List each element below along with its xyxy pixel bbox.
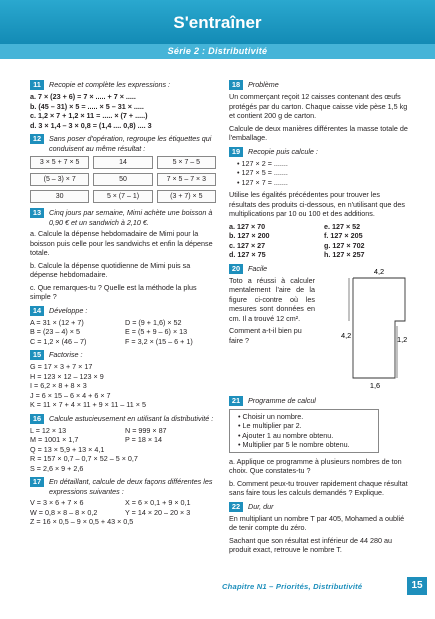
label-grid <box>30 156 216 203</box>
paragraph: Sachant que son résultat est inférieur de 44 280 au produit exact, retrouve le nombre T. <box>229 535 393 554</box>
exercise-instruction: Recopie et complète les expressions : <box>49 80 171 89</box>
expression: b. 127 × 200 <box>229 231 270 240</box>
label-box: (3 + 7) × 5 <box>157 190 216 203</box>
exercise-instruction: Facile <box>248 263 268 273</box>
expression: h. 127 × 257 <box>324 250 365 259</box>
expression: J = 6 × 15 – 6 × 4 + 6 × 7 <box>30 390 111 400</box>
expression: G = 17 × 3 + 7 × 17 <box>30 362 93 371</box>
expression: M = 1001 × 1,7 <box>30 435 79 444</box>
exercise-15 <box>30 350 216 410</box>
exercise-20 <box>229 264 409 392</box>
expression: N = 999 × 87 <box>125 425 167 435</box>
program-step: • Ajouter 1 au nombre obtenu. <box>238 431 372 441</box>
paragraph: En multipliant un nombre T par 405, Mohamed a oublié de tenir compte du zéro. <box>229 513 405 532</box>
exercise-instruction: Problème <box>248 80 279 89</box>
exercise-instruction: Programme de calcul <box>248 395 316 405</box>
exercise-number: 18 <box>229 80 243 90</box>
exercise-19 <box>229 147 409 260</box>
expression: K = 11 × 7 + 4 × 11 + 9 × 11 – 11 × 5 <box>30 400 146 409</box>
dim-top: 4,2 <box>373 266 385 276</box>
paragraph: Toto a réussi à calculer mentalement l'aire de la figure ci-contre où les mesures sont données en cm. Il a trouvé 12 cm². <box>229 275 315 323</box>
program-step: • Choisir un nombre. <box>238 412 372 422</box>
exercise-number: 12 <box>30 134 44 144</box>
page-number: 15 <box>407 577 427 595</box>
exercise-14 <box>30 306 216 347</box>
chapter-footer: Chapitre N1 – Priorités, Distributivité <box>222 582 363 591</box>
expression: e. 127 × 52 <box>324 221 361 231</box>
label-box: 5 × 7 – 5 <box>157 156 216 169</box>
label-box: 3 × 5 + 7 × 5 <box>30 156 89 169</box>
expression: W = 0,8 × 8 – 8 × 0,2 <box>30 507 98 517</box>
exercise-11 <box>30 80 216 130</box>
paragraph: Un commerçant reçoit 12 caisses contenant des œufs protégés par du carton. Chaque caisse vide pèse 1,5 kg et contient 200 g de carton. <box>229 92 408 120</box>
expression: P = 18 × 14 <box>125 435 163 444</box>
exercise-number: 20 <box>229 264 243 274</box>
exercise-17 <box>30 477 216 527</box>
expression: A = 31 × (12 + 7) <box>30 317 84 327</box>
label-box: 50 <box>93 173 152 186</box>
label-box: 5 × (7 – 1) <box>93 190 152 203</box>
exercise-number: 11 <box>30 80 44 90</box>
expression: X = 6 × 0,1 + 9 × 0,1 <box>125 498 191 507</box>
exercise-number: 22 <box>229 502 243 512</box>
series-subtitle: Série 2 : Distributivité <box>0 44 435 59</box>
dim-left: 4,2 <box>341 330 352 340</box>
list-item: • 127 × 7 = ....... <box>237 178 409 188</box>
expression: Z = 16 × 0,5 – 9 × 0,5 + 43 × 0,5 <box>30 517 134 526</box>
expression: a. 127 × 70 <box>229 221 266 231</box>
paragraph: Utilise les égalités précédentes pour trouver les résultats des produits ci-dessous, en n'utilisant que des multiplications par 10 ou 100 et des additions. <box>229 190 405 218</box>
expression: d. 127 × 75 <box>229 250 266 259</box>
exercise-instruction: Calcule astucieusement en utilisant la distributivité : <box>49 413 214 423</box>
line: b. (45 – 31) × 5 = ..... × 5 – 31 × ..... <box>30 101 144 111</box>
exercise-instruction: Développe : <box>49 305 88 315</box>
question: a. Calcule la dépense hebdomadaire de Mimi pour la boisson puis celle pour les sandwichs et enfin la dépense totale. <box>30 229 213 257</box>
question: a. Applique ce programme à plusieurs nombres de ton choix. Que constates-tu ? <box>229 456 402 475</box>
exercise-number: 14 <box>30 306 44 316</box>
exercise-number: 16 <box>30 414 44 424</box>
expression: c. 127 × 27 <box>229 240 266 250</box>
page-title: S'entraîner <box>0 0 435 44</box>
exercise-instruction: En détaillant, calcule de deux façons différentes les expressions suivantes : <box>49 477 213 496</box>
expression: L = 12 × 13 <box>30 425 67 435</box>
line: c. 1,2 × 7 + 1,2 × 11 = ..... × (7 + .....) <box>30 111 148 120</box>
exercise-16 <box>30 414 216 474</box>
expression: B = (23 – 4) × 5 <box>30 327 80 336</box>
expression: H = 123 × 12 – 123 × 9 <box>30 371 104 381</box>
expression: Y = 14 × 20 – 20 × 3 <box>125 507 191 517</box>
dim-bottom: 1,6 <box>369 380 381 390</box>
label-box: 7 × 5 – 7 × 3 <box>157 173 216 186</box>
expression: I = 6,2 × 8 + 8 × 3 <box>30 381 87 390</box>
program-step: • Multiplier par 5 le nombre obtenu. <box>238 440 372 450</box>
expression: F = 3,2 × (15 – 6 + 1) <box>125 336 193 346</box>
program-step: • Le multiplier par 2. <box>238 421 372 431</box>
left-column <box>30 80 216 531</box>
exercise-13 <box>30 208 216 302</box>
exercise-18 <box>229 80 409 143</box>
exercise-number: 15 <box>30 350 44 360</box>
dim-right: 1,2 <box>397 334 408 344</box>
exercise-instruction: Dur, dur <box>248 501 274 511</box>
right-column <box>229 80 409 559</box>
exercise-number: 13 <box>30 208 44 218</box>
expression: C = 1,2 × (46 – 7) <box>30 336 87 346</box>
exercise-number: 19 <box>229 147 243 157</box>
label-box: (5 – 3) × 7 <box>30 173 89 186</box>
exercise-instruction: Recopie puis calcule : <box>248 146 318 156</box>
list-item: • 127 × 5 = ....... <box>237 168 409 178</box>
line: d. 3 × 1,4 – 3 × 0,8 = (1,4 .... 0,8) .... 3 <box>30 120 152 130</box>
exercise-instruction: Cinq jours par semaine, Mimi achète une boisson à 0,90 € et un sandwich à 2,10 €. <box>49 208 213 227</box>
exercise-instruction: Factorise : <box>49 350 83 359</box>
expression: f. 127 × 205 <box>324 231 363 240</box>
paragraph: Calcule de deux manières différentes la masse totale de l'emballage. <box>229 123 408 142</box>
question: Comment a-t-il bien pu faire ? <box>229 326 302 345</box>
exercise-instruction: Sans poser d'opération, regroupe les étiquettes qui conduisent au même résultat : <box>49 134 212 153</box>
l-shape-figure <box>339 266 411 392</box>
expression: E = (5 + 9 – 6) × 13 <box>125 327 188 336</box>
exercise-number: 17 <box>30 477 44 487</box>
expression: R = 157 × 0,7 – 0,7 × 52 – 5 × 0,7 <box>30 454 138 463</box>
label-box: 14 <box>93 156 152 169</box>
expression: Q = 13 × 5,9 + 13 × 4,1 <box>30 444 105 454</box>
list-item: • 127 × 2 = ....... <box>237 159 409 169</box>
label-box: 30 <box>30 190 89 203</box>
expression: S = 2,6 × 9 + 2,6 <box>30 463 84 473</box>
expression: D = (9 + 1,6) × 52 <box>125 317 182 327</box>
question: c. Que remarques-tu ? Quelle est la méthode la plus simple ? <box>30 282 197 301</box>
exercise-12 <box>30 134 216 203</box>
exercise-21 <box>229 396 409 498</box>
line: a. 7 × (23 + 6) = 7 × ..... + 7 × ..... <box>30 92 136 101</box>
question: b. Comment peux-tu trouver rapidement chaque résultat sans faire tous les calculs demandés ? Explique. <box>229 478 408 497</box>
bullet-list <box>229 159 409 188</box>
exercise-22 <box>229 502 409 555</box>
exercise-number: 21 <box>229 396 243 406</box>
question: b. Calcule la dépense quotidienne de Mimi puis sa dépense hebdomadaire. <box>30 260 191 279</box>
expression: g. 127 × 702 <box>324 240 365 250</box>
program-box <box>229 409 379 453</box>
expression: V = 3 × 6 + 7 × 6 <box>30 498 84 507</box>
